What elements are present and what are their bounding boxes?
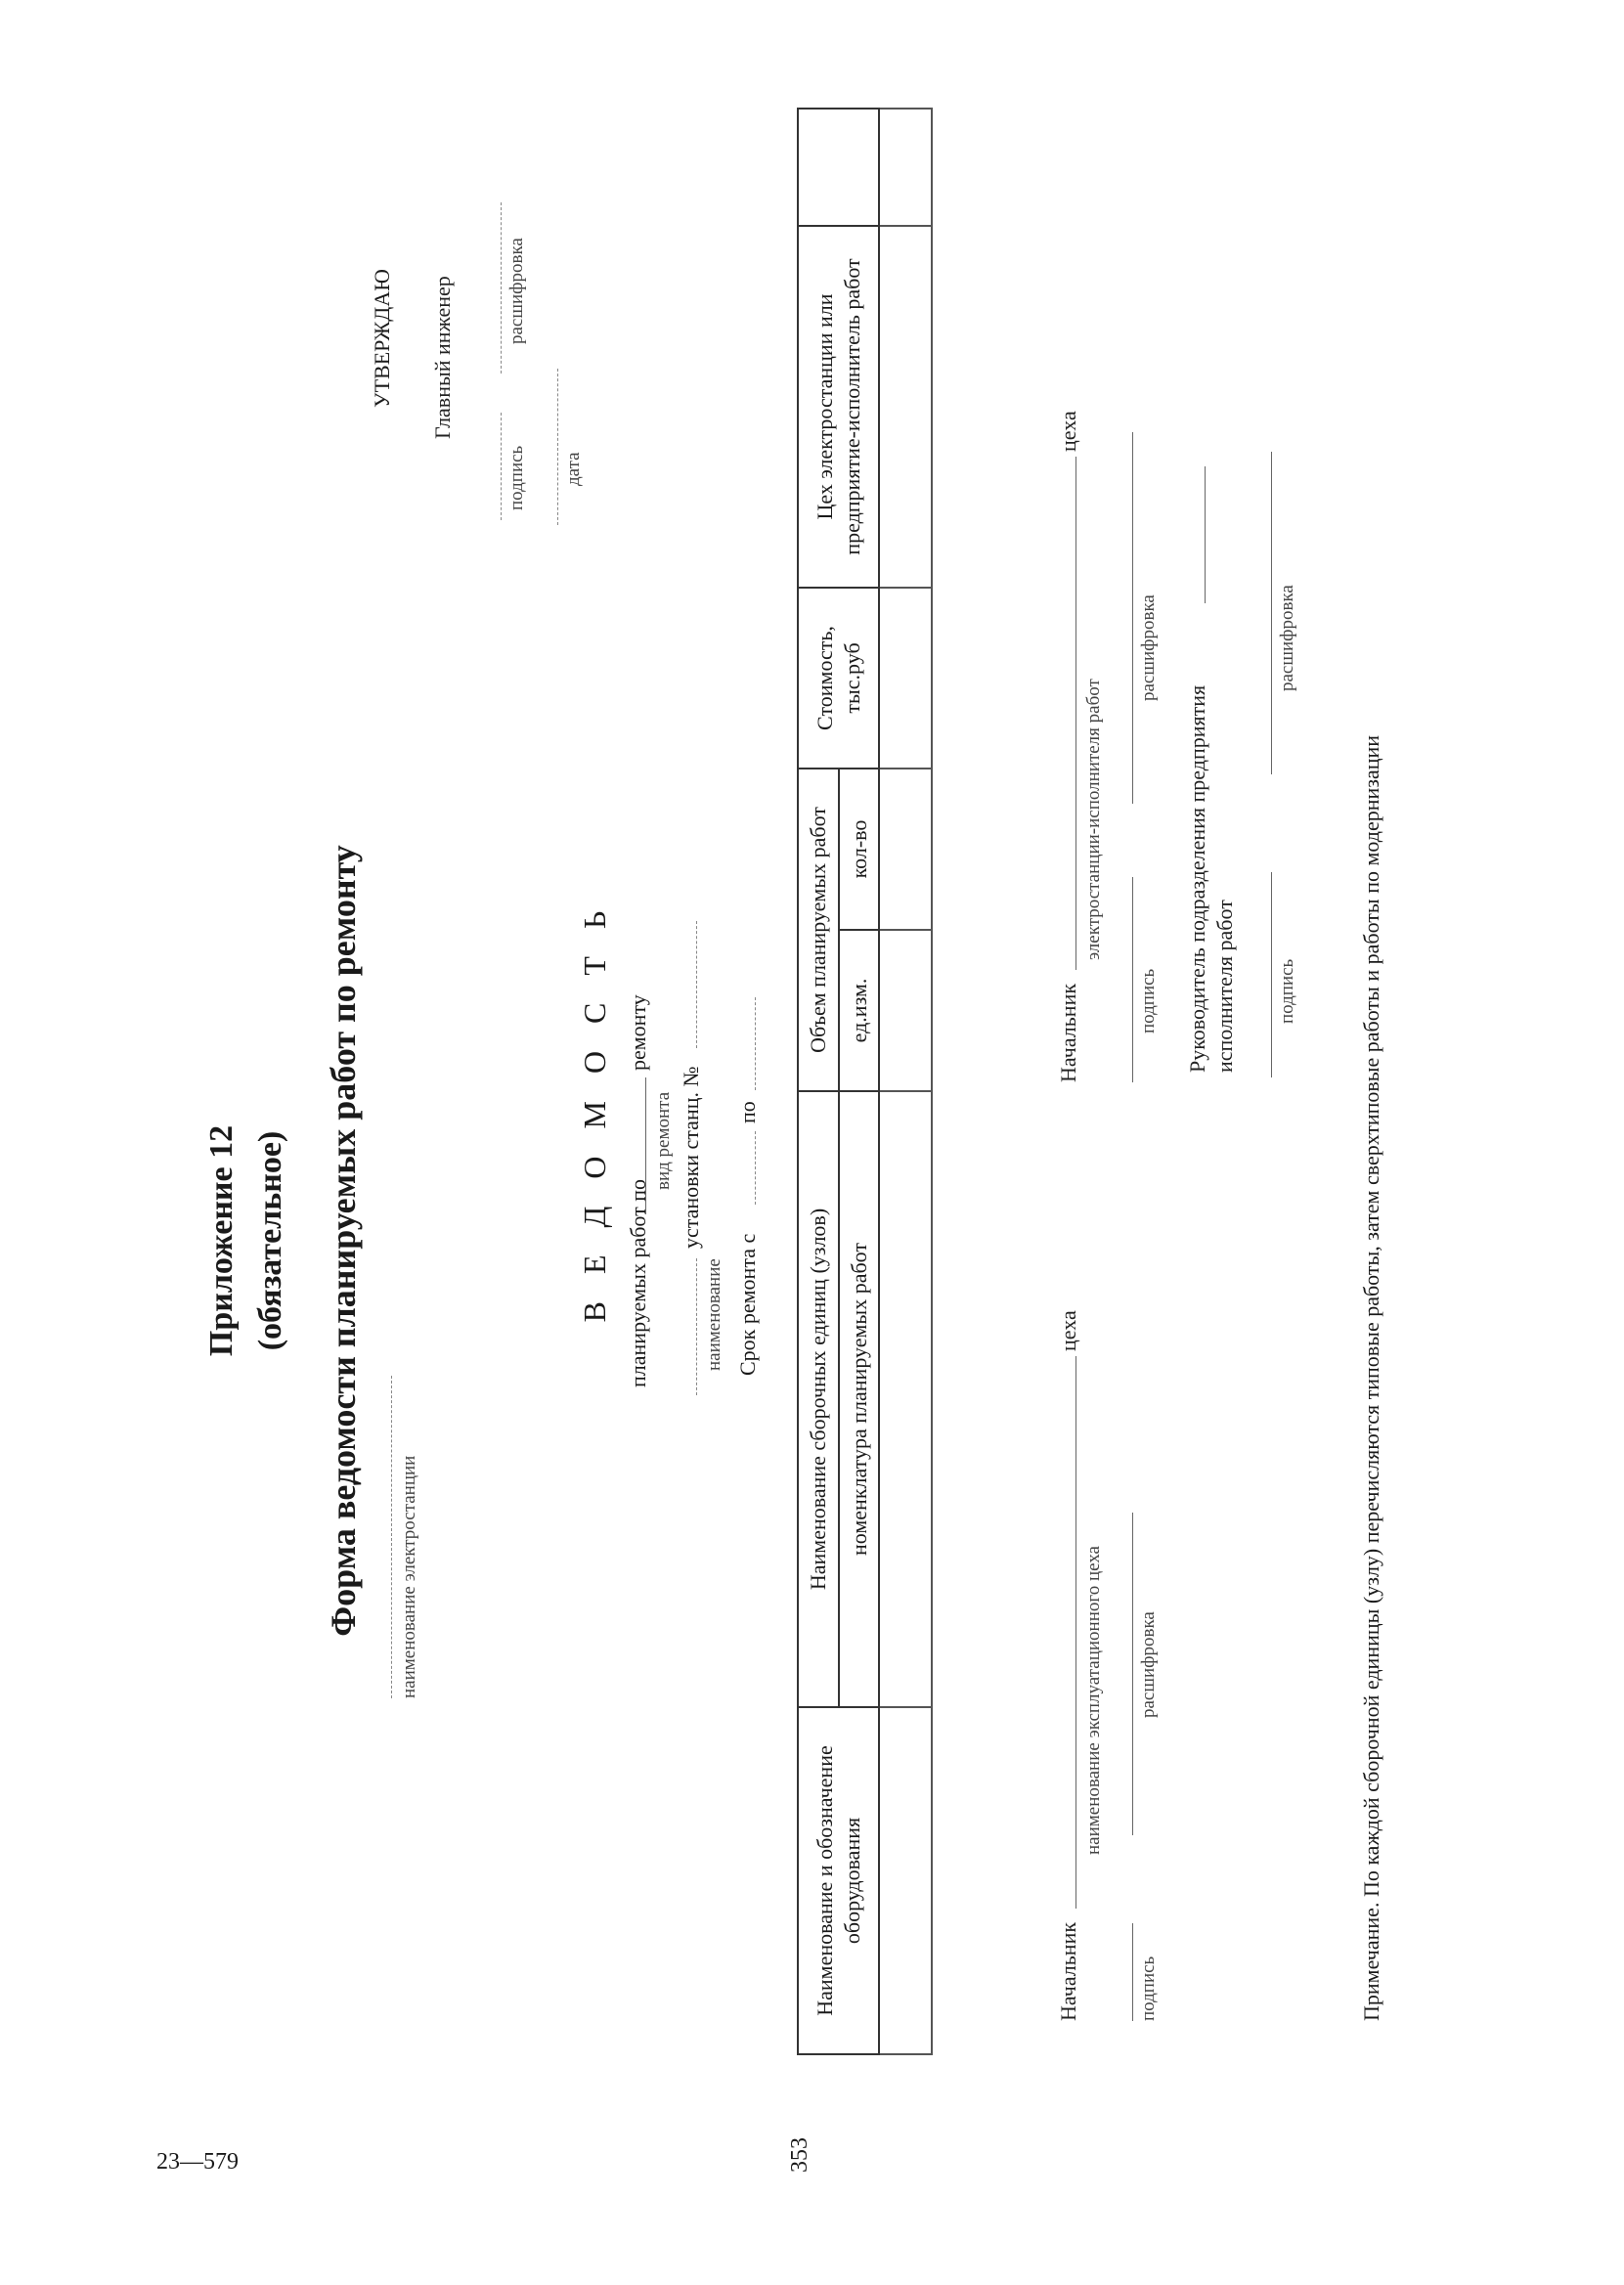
manager-line	[1205, 466, 1206, 603]
station-number-line	[696, 921, 697, 1048]
col-volume-unit-header: ед.изм.	[839, 930, 880, 1091]
col-units-subheader: номенклатура планируемых работ	[839, 1091, 880, 1707]
left-signature-line	[1132, 1923, 1133, 2021]
manager-label: Руководитель подразделения предприятия	[1185, 684, 1209, 1073]
col-units-header: Наименование сборочных единиц (узлов)	[798, 1091, 839, 1707]
table-cell[interactable]	[879, 226, 932, 588]
approve-label: УТВЕРЖДАЮ	[370, 269, 394, 408]
col-equipment-header: Наименование и обозначение оборудования	[798, 1707, 879, 2054]
form-title: Форма ведомости планируемых работ по ремонту	[324, 845, 363, 1637]
left-head-label: Начальник	[1056, 1921, 1080, 2021]
manager-signature-caption: подпись	[1277, 958, 1297, 1024]
chief-engineer-label: Главный инженер	[430, 276, 455, 439]
manager-signature-line	[1271, 872, 1272, 1077]
statement-heading: В Е Д О М О С Т Ь	[577, 901, 612, 1323]
left-shop-line	[1075, 1356, 1076, 1909]
col-volume-header: Объем планируемых работ	[798, 769, 839, 1091]
manager-decoding-caption: расшифровка	[1277, 585, 1297, 691]
appendix-title: Приложение 12	[203, 1124, 240, 1357]
signature-caption: подпись	[506, 445, 527, 510]
col-executor-header: Цех электростанции или предприятие-исполнитель работ	[798, 226, 879, 588]
col-volume-qty-header: кол-во	[839, 769, 880, 930]
col-cost-header: Стоимость, тыс.руб	[798, 588, 879, 769]
table-cell[interactable]	[879, 1707, 932, 2054]
appendix-subtitle: (обязательное)	[252, 1130, 288, 1351]
right-signature-line	[1132, 877, 1133, 1082]
repair-type-line	[645, 1077, 646, 1214]
planned-works-table	[797, 108, 933, 2055]
works-for-label: планируемых работ по	[626, 1178, 650, 1387]
left-decoding-line	[1132, 1513, 1133, 1835]
page-number: 353	[787, 2137, 812, 2173]
right-signature-caption: подпись	[1138, 968, 1159, 1033]
note-text: Примечание. По каждой сборочной единицы (узлу) перечисляются типовые работы, затем сверхтиповые работы и работы по модернизации	[1359, 734, 1383, 2021]
right-decoding-caption: расшифровка	[1138, 594, 1159, 701]
installation-name-line	[696, 1258, 697, 1395]
sheet-code: 23—579	[156, 2149, 239, 2175]
right-shop-caption: электростанции-исполнителя работ	[1083, 679, 1104, 960]
period-from-label: Срок ремонта с	[735, 1233, 760, 1376]
right-decoding-line	[1132, 432, 1133, 804]
left-signature-caption: подпись	[1138, 1955, 1159, 2021]
table-cell[interactable]	[879, 930, 932, 1091]
table-cell[interactable]	[879, 769, 932, 930]
date-caption: дата	[563, 452, 584, 486]
manager-label-2: исполнителя работ	[1212, 900, 1237, 1073]
period-from-line	[755, 1131, 756, 1205]
table-cell[interactable]	[879, 1091, 932, 1707]
table-row	[879, 109, 932, 2054]
station-name-line	[391, 1376, 392, 1698]
manager-decoding-line	[1271, 452, 1272, 774]
col-empty-header	[798, 109, 879, 226]
date-line	[557, 369, 558, 525]
period-to-label: по	[735, 1101, 760, 1123]
table-cell[interactable]	[879, 588, 932, 769]
left-decoding-caption: расшифровка	[1138, 1611, 1159, 1718]
decoding-line	[501, 202, 502, 374]
installation-name-caption: наименование	[704, 1258, 724, 1371]
period-to-line	[755, 997, 756, 1090]
signature-line	[501, 413, 502, 520]
repair-word: ремонту	[626, 994, 650, 1071]
installation-label: установки станц. №	[679, 1066, 703, 1249]
left-shop-caption: наименование эксплуатационного цеха	[1083, 1546, 1104, 1855]
right-head-label: Начальник	[1056, 983, 1080, 1082]
right-shop-line	[1075, 457, 1076, 970]
station-name-caption: наименование электростанции	[399, 1455, 419, 1698]
left-shop-suffix: цеха	[1056, 1310, 1080, 1351]
table-cell[interactable]	[879, 109, 932, 226]
right-shop-suffix: цеха	[1056, 411, 1080, 452]
decoding-caption: расшифровка	[506, 238, 527, 344]
repair-type-caption: вид ремонта	[653, 1091, 674, 1190]
